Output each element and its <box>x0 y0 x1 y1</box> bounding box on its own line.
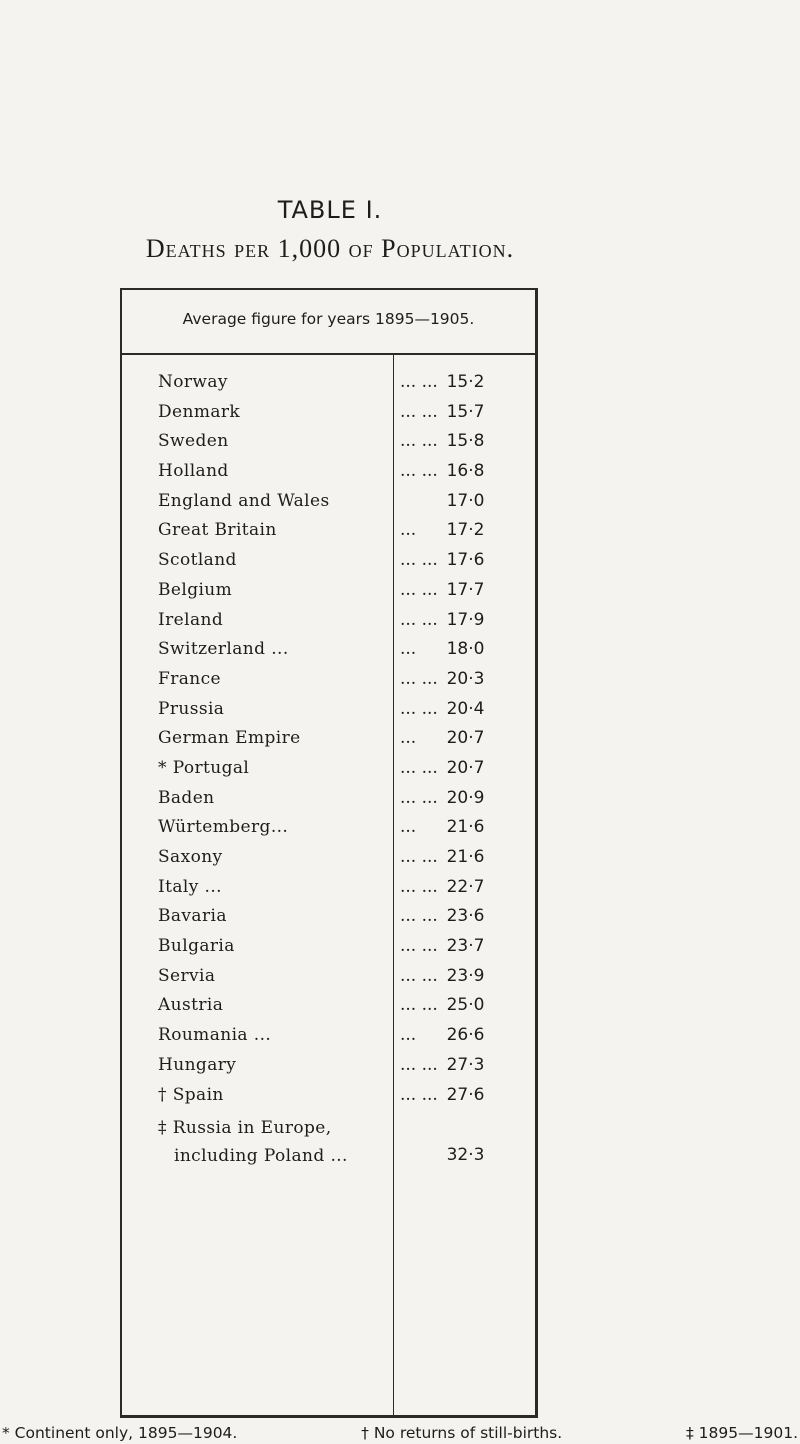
footnote: ‡ 1895—1901. <box>686 1424 798 1442</box>
footnote: * Continent only, 1895—1904. <box>2 1424 238 1442</box>
leader-dots: ... ... <box>400 1054 438 1075</box>
death-rate-value: 20·4 <box>446 698 485 719</box>
table-row <box>122 966 535 996</box>
table-row <box>122 491 535 521</box>
leader-dots: ... ... <box>400 847 438 867</box>
death-rate-value: 21·6 <box>446 847 485 867</box>
table-row <box>122 550 535 580</box>
death-rate-value: 22·7 <box>446 876 485 897</box>
death-rate-value: 17·2 <box>446 520 485 541</box>
table-row <box>122 936 535 966</box>
leader-dots: ... ... <box>400 757 438 778</box>
leader-dots: ... ... <box>400 579 438 600</box>
country-name: Ireland <box>158 609 224 630</box>
leader-dots: ... ... <box>400 965 438 986</box>
death-rate-value: 21·6 <box>446 817 485 838</box>
death-rate-value: 26·6 <box>446 1025 485 1046</box>
table-row <box>122 847 535 877</box>
leader-dots: ... ... <box>400 461 438 482</box>
country-name: Bulgaria <box>158 936 235 957</box>
table-body <box>122 372 535 1174</box>
footnotes <box>2 1424 798 1444</box>
death-rate-value: 17·9 <box>446 609 485 630</box>
death-rate-value: 15·2 <box>446 372 485 392</box>
leader-dots: ... ... <box>400 431 438 452</box>
table-row <box>122 1085 535 1115</box>
table-header: Average figure for years 1895—1905. <box>122 290 535 355</box>
table-row <box>122 372 535 402</box>
table-row <box>122 610 535 640</box>
table-row <box>122 728 535 758</box>
country-name: Baden <box>158 787 215 808</box>
leader-dots: ... <box>400 728 417 749</box>
table-row <box>122 580 535 610</box>
death-rate-value: 15·8 <box>446 431 485 452</box>
country-name-line1: ‡ Russia in Europe, <box>158 1118 332 1139</box>
leader-dots: ... ... <box>400 995 438 1016</box>
leader-dots: ... ... <box>400 401 438 422</box>
country-name: † Spain <box>158 1084 224 1105</box>
death-rate-value: 20·3 <box>446 668 485 689</box>
table-row <box>122 520 535 550</box>
table-row <box>122 877 535 907</box>
death-rate-value: 20·7 <box>446 728 485 749</box>
leader-dots: ... ... <box>400 372 438 392</box>
leader-dots: ... ... <box>400 550 438 571</box>
death-rate-value: 25·0 <box>446 995 485 1016</box>
country-name: Belgium <box>158 579 233 600</box>
footnote: † No returns of still-births. <box>361 1424 563 1442</box>
country-name: German Empire <box>158 728 301 749</box>
death-rate-value: 20·9 <box>446 787 485 808</box>
country-name: France <box>158 668 221 689</box>
death-rate-value: 27·6 <box>446 1084 485 1105</box>
table-row <box>122 758 535 788</box>
country-name: Roumania ... <box>158 1025 272 1046</box>
table-row <box>122 817 535 847</box>
leader-dots: ... ... <box>400 668 438 689</box>
leader-dots: ... ... <box>400 906 438 927</box>
leader-dots: ... <box>400 1025 417 1046</box>
leader-dots: ... <box>400 520 417 541</box>
table-row <box>122 788 535 818</box>
leader-dots: ... ... <box>400 609 438 630</box>
country-name: Italy ... <box>158 876 222 897</box>
table-row <box>122 1114 535 1174</box>
death-rate-value: 23·9 <box>446 965 485 986</box>
leader-dots: ... <box>400 639 417 660</box>
country-name: Holland <box>158 461 229 482</box>
table-row <box>122 639 535 669</box>
country-name: Prussia <box>158 698 225 719</box>
death-rate-value: 16·8 <box>446 461 485 482</box>
death-rate-value: 27·3 <box>446 1054 485 1075</box>
country-name: Denmark <box>158 401 241 422</box>
table-row <box>122 1025 535 1055</box>
leader-dots: ... ... <box>400 787 438 808</box>
death-rate-table <box>120 288 538 1418</box>
table-row <box>122 461 535 491</box>
country-name <box>158 1114 388 1170</box>
country-name: Bavaria <box>158 906 227 927</box>
leader-dots: ... ... <box>400 698 438 719</box>
table-row <box>122 669 535 699</box>
country-name: Scotland <box>158 550 237 571</box>
table-subtitle: Deaths per 1,000 of Population. <box>145 234 515 263</box>
death-rate-value: 23·6 <box>446 906 485 927</box>
death-rate-value: 32·3 <box>446 1145 485 1166</box>
death-rate-value: 15·7 <box>446 401 485 422</box>
table-row <box>122 1055 535 1085</box>
death-rate-value: 20·7 <box>446 757 485 778</box>
table-row <box>122 699 535 729</box>
country-name-line2: including Poland ... <box>174 1146 348 1167</box>
country-name: Saxony <box>158 847 223 867</box>
death-rate-value: 23·7 <box>446 936 485 957</box>
country-name: Servia <box>158 965 216 986</box>
table-title: TABLE I. <box>277 196 383 224</box>
country-name: * Portugal <box>158 757 250 778</box>
country-name: Norway <box>158 372 228 392</box>
table-row <box>122 431 535 461</box>
table-row <box>122 402 535 432</box>
table-row <box>122 995 535 1025</box>
death-rate-value: 17·6 <box>446 550 485 571</box>
country-name: Hungary <box>158 1054 237 1075</box>
table-row <box>122 906 535 936</box>
leader-dots: ... ... <box>400 876 438 897</box>
leader-dots: ... <box>400 817 417 838</box>
country-name: Sweden <box>158 431 229 452</box>
death-rate-value: 18·0 <box>446 639 485 660</box>
country-name: Great Britain <box>158 520 277 541</box>
leader-dots: ... ... <box>400 1084 438 1105</box>
country-name: Würtemberg... <box>158 817 289 838</box>
country-name: England and Wales <box>158 490 330 511</box>
country-name: Austria <box>158 995 224 1016</box>
leader-dots: ... ... <box>400 936 438 957</box>
death-rate-value: 17·7 <box>446 579 485 600</box>
death-rate-value: 17·0 <box>446 490 485 511</box>
country-name: Switzerland ... <box>158 639 289 660</box>
